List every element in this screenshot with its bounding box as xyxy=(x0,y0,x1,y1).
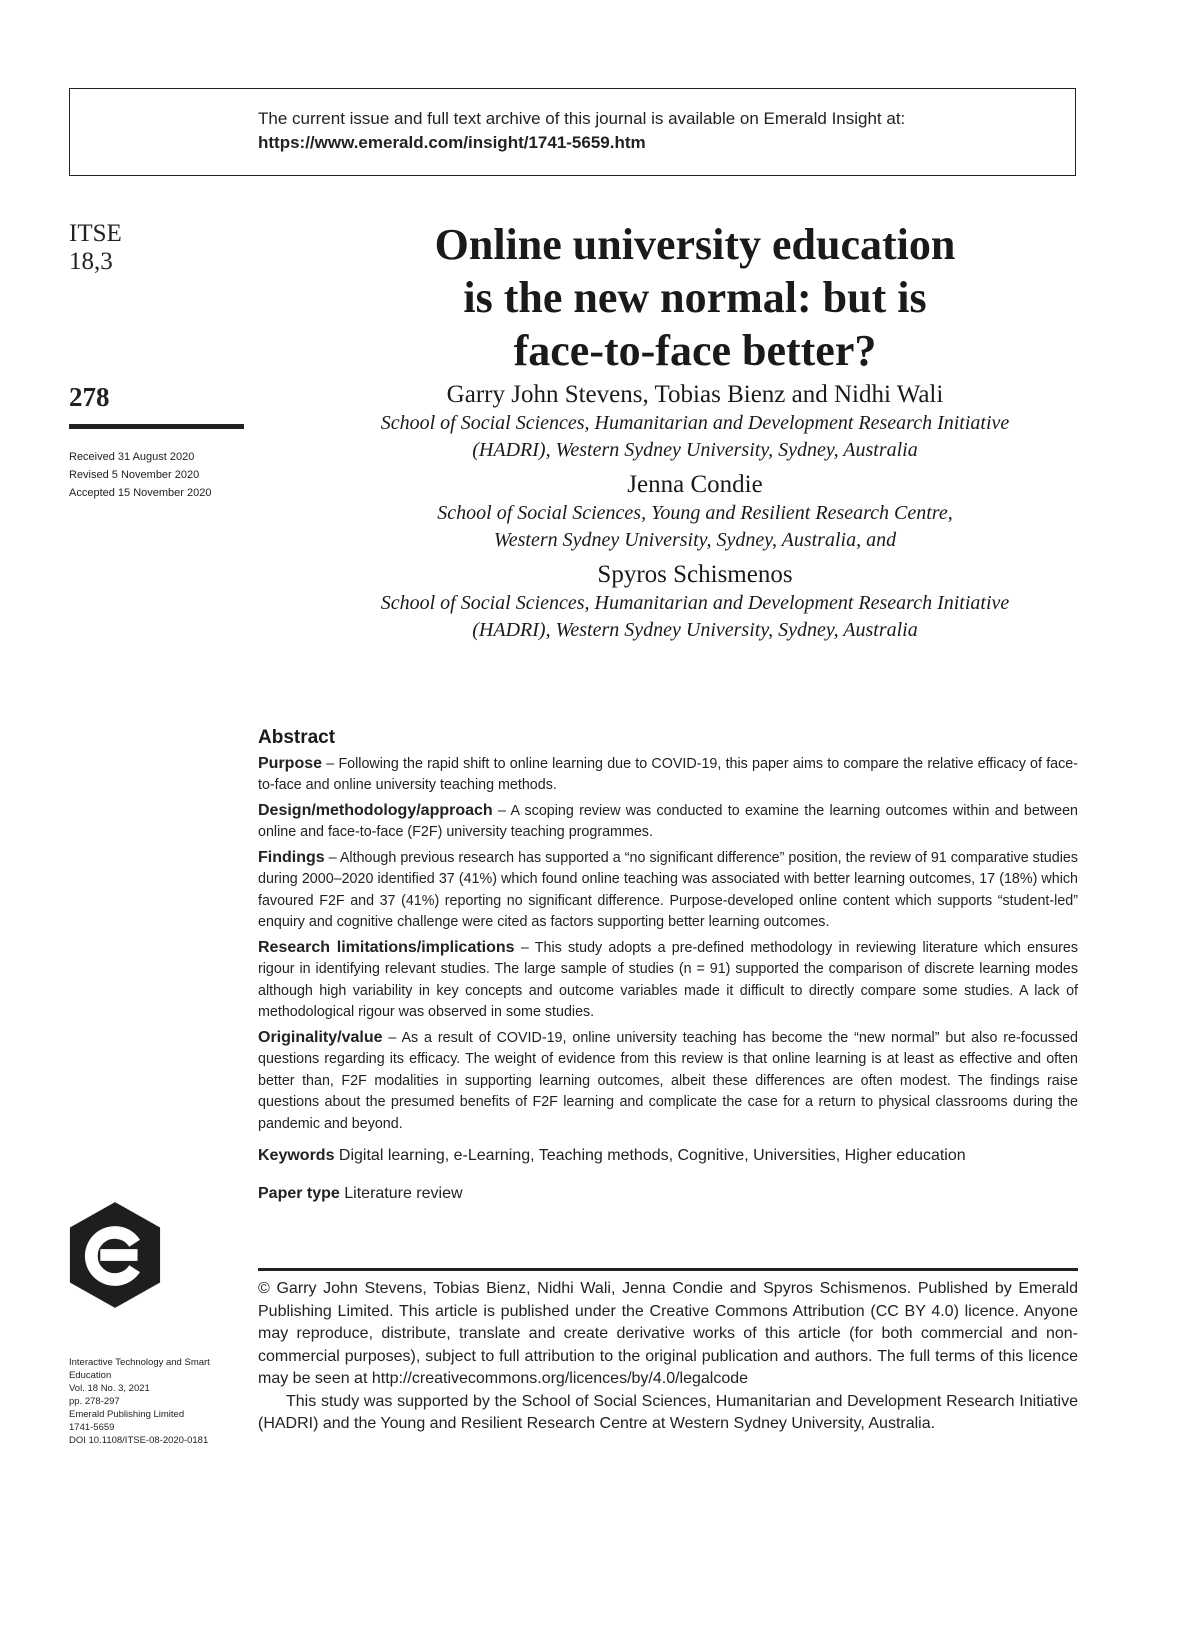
separator: – xyxy=(520,939,529,956)
journal-info-line: DOI 10.1108/ITSE-08-2020-0181 xyxy=(69,1435,209,1446)
author-names: Garry John Stevens, Tobias Bienz and Nidhi Wali xyxy=(446,381,944,408)
received-date: Received 31 August 2020 xyxy=(69,451,195,463)
separator: – xyxy=(498,802,506,819)
affiliation xyxy=(250,590,1140,644)
abstract-limitations xyxy=(258,937,1078,1024)
affiliation-line: (HADRI), Western Sydney University, Sydney, Australia xyxy=(472,619,918,641)
accepted-date: Accepted 15 November 2020 xyxy=(69,487,212,499)
journal-info xyxy=(69,1356,249,1447)
license-notice xyxy=(258,1278,1078,1436)
emerald-logo-icon xyxy=(66,1200,164,1310)
abstract-originality xyxy=(258,1027,1078,1136)
abstract-purpose xyxy=(258,753,1078,797)
separator: – xyxy=(388,1029,397,1046)
journal-info-line: Interactive Technology and Smart Education xyxy=(69,1357,210,1381)
separator: – xyxy=(326,755,335,772)
revised-date: Revised 5 November 2020 xyxy=(69,469,200,481)
keywords-text: Digital learning, e-Learning, Teaching methods, Cognitive, Universities, Higher education xyxy=(338,1147,966,1164)
affiliation-line: School of Social Sciences, Humanitarian and Development Research Initiative xyxy=(380,412,1010,434)
section-label: Design/methodology/approach xyxy=(258,801,493,819)
section-label: Research limitations/implications xyxy=(258,938,515,956)
abstract xyxy=(258,727,1078,1205)
journal-abbrev: ITSE xyxy=(69,220,122,247)
license-text: © Garry John Stevens, Tobias Bienz, Nidhi Wali, Jenna Condie and Spyros Schismenos. Published by Emerald Publishing Limited. This article is published under the Creative Commons Attribution (CC BY 4.0) licence. Anyone may reproduce, distribute, translate and create derivative works of this article (for both commercial and non-commercial purposes), subject to full attribution to the original publication and authors. The full terms of this licence may be seen at http://creativecommons.org/licences/by/4.0/legalcode xyxy=(258,1280,1078,1387)
section-text: Although previous research has supported a “no significant difference” position, the review of 91 comparative studies during 2000–2020 identified 37 (41%) which found online teaching was associated with better learning outcomes, 17 (18%) which favoured F2F and 37 (41%) reporting no significant difference. Purpose-developed online content which supports “student-led” enquiry and cognitive challenge were cited as factors supporting better learning outcomes. xyxy=(258,849,1078,930)
affiliation-line: School of Social Sciences, Humanitarian and Development Research Initiative xyxy=(380,592,1010,614)
article-title xyxy=(250,218,1140,377)
section-text: Following the rapid shift to online learning due to COVID-19, this paper aims to compare the relative efficacy of face-to-face and online university teaching methods. xyxy=(258,755,1078,793)
keywords xyxy=(258,1145,1078,1167)
affiliation-line: Western Sydney University, Sydney, Australia, and xyxy=(493,529,897,551)
paper-type xyxy=(258,1183,1078,1205)
section-label: Findings xyxy=(258,848,325,866)
margin-divider xyxy=(69,424,244,429)
page-number: 278 xyxy=(69,382,110,412)
keywords-label: Keywords xyxy=(258,1147,335,1164)
section-text: This study adopts a pre-defined methodology in reviewing literature which ensures rigour in identifying relevant studies. The large sample of studies (n = 91) supported the comparison of discrete learning modes although high variability in key concepts and outcome variables made it difficult to directly compare some studies. A lack of methodological rigour was observed in some studies. xyxy=(258,939,1079,1020)
funding-text: This study was supported by the School of Social Sciences, Humanitarian and Development Research Initiative (HADRI) and the Young and Resilient Research Centre at Western Sydney University, Australia. xyxy=(258,1392,1078,1432)
journal-info-line: Vol. 18 No. 3, 2021 xyxy=(69,1383,150,1394)
abstract-design xyxy=(258,800,1078,844)
article-dates xyxy=(69,448,211,502)
archive-notice xyxy=(258,107,905,155)
journal-info-line: pp. 278-297 xyxy=(69,1396,120,1407)
abstract-heading: Abstract xyxy=(258,727,336,748)
archive-url-link[interactable]: https://www.emerald.com/insight/1741-5659.htm xyxy=(258,133,646,152)
affiliation-line: School of Social Sciences, Young and Resilient Research Centre, xyxy=(437,502,953,524)
archive-notice-box xyxy=(69,88,1076,176)
section-label: Originality/value xyxy=(258,1028,383,1046)
author-list xyxy=(250,380,1140,644)
paper-type-text: Literature review xyxy=(344,1185,463,1202)
journal-info-line: 1741-5659 xyxy=(69,1422,115,1433)
author-names: Jenna Condie xyxy=(627,471,763,498)
affiliation xyxy=(250,410,1140,464)
title-line: face-to-face better? xyxy=(513,326,877,375)
section-text: A scoping review was conducted to examine the learning outcomes within and between online and face-to-face (F2F) university teaching programmes. xyxy=(258,802,1078,840)
archive-notice-text: The current issue and full text archive of this journal is available on Emerald Insight at: xyxy=(258,109,906,128)
paper-type-label: Paper type xyxy=(258,1185,340,1202)
volume-issue: 18,3 xyxy=(69,248,113,275)
footer-divider xyxy=(258,1268,1078,1271)
abstract-findings xyxy=(258,847,1078,934)
title-line: is the new normal: but is xyxy=(463,273,927,322)
title-line: Online university education xyxy=(434,220,956,269)
journal-info-line: Emerald Publishing Limited xyxy=(69,1409,185,1420)
section-text: As a result of COVID-19, online university teaching has become the “new normal” but also re-focussed questions regarding its efficacy. The weight of evidence from this review is that online learning is at least as effective and often better than, F2F modalities in supporting learning outcomes, albeit these differences are often modest. The findings raise questions about the presumed benefits of F2F learning and complicate the case for a return to physical classrooms during the pandemic and beyond. xyxy=(258,1029,1078,1132)
affiliation-line: (HADRI), Western Sydney University, Sydney, Australia xyxy=(472,439,918,461)
journal-code xyxy=(69,220,122,276)
separator: – xyxy=(328,849,337,866)
section-label: Purpose xyxy=(258,754,323,772)
affiliation xyxy=(250,500,1140,554)
author-names: Spyros Schismenos xyxy=(597,561,793,588)
